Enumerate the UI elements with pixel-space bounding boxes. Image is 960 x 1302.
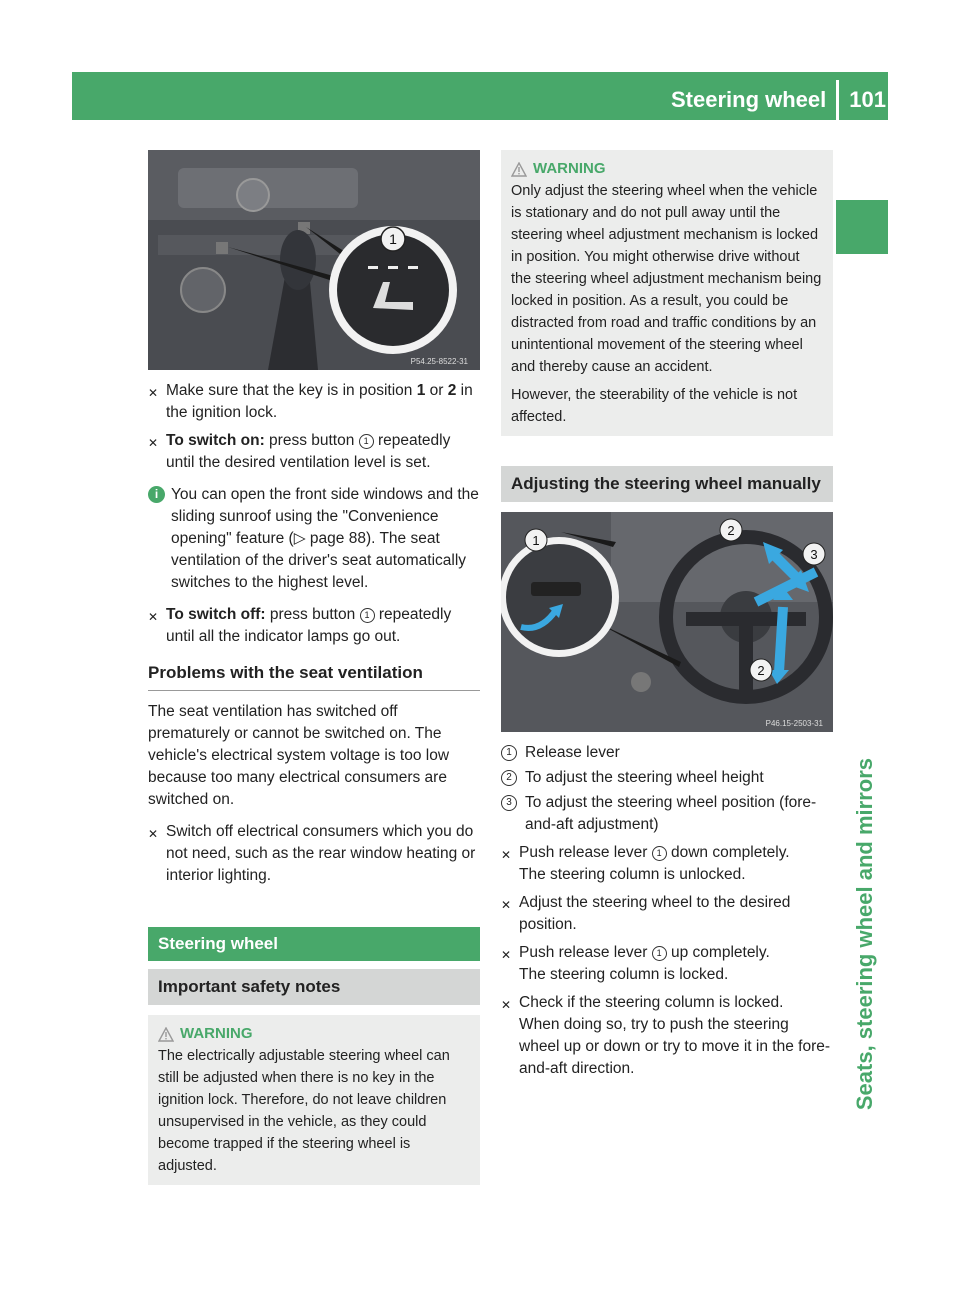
subsection-heading-safety: Important safety notes <box>148 969 480 1005</box>
warning-text: The electrically adjustable steering wheel can still be adjusted when there is no key in the ignition lock. Therefore, do not leave children unsupervised in the vehicle, as they could become trapped if the steering wheel is adjusted. <box>158 1048 450 1174</box>
photo-callout: 1 <box>532 533 540 548</box>
seat-ventilation-photo <box>148 150 480 370</box>
page-header <box>671 80 886 120</box>
step-arrow-icon: ✕ <box>148 436 159 450</box>
steering-wheel-photo <box>501 512 833 732</box>
step-adjust-wheel: ✕ Adjust the steering wheel to the desired position. <box>501 892 833 936</box>
step-key-position: ✕ Make sure that the key is in position 1 or 2 in the ignition lock. <box>148 380 480 424</box>
problems-paragraph: The seat ventilation has switched off prematurely or cannot be switched on. The vehicle's electrical system voltage is too low because too many electrical consumers are switched on. <box>148 703 450 808</box>
steering-wheel-illustration <box>501 512 833 732</box>
section-heading-steering-wheel: Steering wheel <box>148 927 480 961</box>
photo-callout: 3 <box>810 547 818 562</box>
step-arrow-icon: ✕ <box>148 386 159 400</box>
right-column <box>501 150 833 1086</box>
photo-callout: 2 <box>727 523 735 538</box>
photo-callout: 2 <box>757 663 765 678</box>
page-title: Steering wheel <box>671 87 827 112</box>
step-push-lever-up: ✕ Push release lever 1 up completely. The steering column is locked. <box>501 942 833 986</box>
warning-box <box>148 1015 480 1185</box>
step-arrow-icon: ✕ <box>501 848 512 862</box>
info-icon: i <box>148 486 165 503</box>
left-column <box>148 150 480 1185</box>
step-arrow-icon: ✕ <box>148 610 159 624</box>
step-switch-off: ✕ To switch off: press button 1 repeatedly until all the indicator lamps go out. <box>148 604 480 648</box>
warning-text-extra: However, the steerability of the vehicle is not affected. <box>511 387 798 425</box>
warning-label: WARNING <box>533 160 606 177</box>
photo-callout: 1 <box>389 231 397 247</box>
photo-code: P46.15-2503-31 <box>765 719 823 728</box>
warning-label: WARNING <box>180 1025 253 1042</box>
step-push-lever-down: ✕ Push release lever 1 down completely. The steering column is unlocked. <box>501 842 833 886</box>
side-section-label: Seats, steering wheel and mirrors <box>852 758 877 1111</box>
warning-triangle-icon <box>158 1027 174 1042</box>
page-number: 101 <box>849 87 886 112</box>
legend-item: 1 Release lever <box>501 742 833 764</box>
seat-ventilation-illustration <box>148 150 480 370</box>
photo-code: P54.25-8522-31 <box>410 357 468 366</box>
legend-item: 3 To adjust the steering wheel position (fore-and-aft adjustment) <box>501 792 833 836</box>
warning-text: Only adjust the steering wheel when the vehicle is stationary and do not pull away until the steering wheel adjustment mechanism is locked in position. You might otherwise drive without the steering wheel adjustment mechanism being locked in position. As a result, you could be distracted from road and traffic conditions by an unintentional movement of the steering wheel and thereby cause an accident. <box>511 183 822 375</box>
step-arrow-icon: ✕ <box>501 898 512 912</box>
step-arrow-icon: ✕ <box>501 998 512 1012</box>
step-arrow-icon: ✕ <box>148 827 159 841</box>
legend-list <box>501 742 833 836</box>
step-check-locked: ✕ Check if the steering column is locked. When doing so, try to push the steering wheel up or down or try to move it in the fore-and-aft direction. <box>501 992 833 1080</box>
step-switch-on: ✕ To switch on: press button 1 repeatedly until the desired ventilation level is set. <box>148 430 480 474</box>
step-arrow-icon: ✕ <box>501 948 512 962</box>
problems-heading: Problems with the seat ventilation <box>148 662 480 691</box>
side-tab-marker <box>836 200 888 254</box>
step-switch-off-consumers: ✕ Switch off electrical consumers which you do not need, such as the rear window heating or interior lighting. <box>148 821 480 887</box>
info-note: i You can open the front side windows and the sliding sunroof using the "Convenience opening" feature (▷ page 88). The seat ventilation of the driver's seat automatically switches to the highest level. <box>148 484 480 594</box>
legend-item: 2 To adjust the steering wheel height <box>501 767 833 789</box>
subsection-heading-adjust-manually: Adjusting the steering wheel manually <box>501 466 833 502</box>
header-divider <box>836 80 839 120</box>
warning-triangle-icon <box>511 162 527 177</box>
warning-box <box>501 150 833 436</box>
